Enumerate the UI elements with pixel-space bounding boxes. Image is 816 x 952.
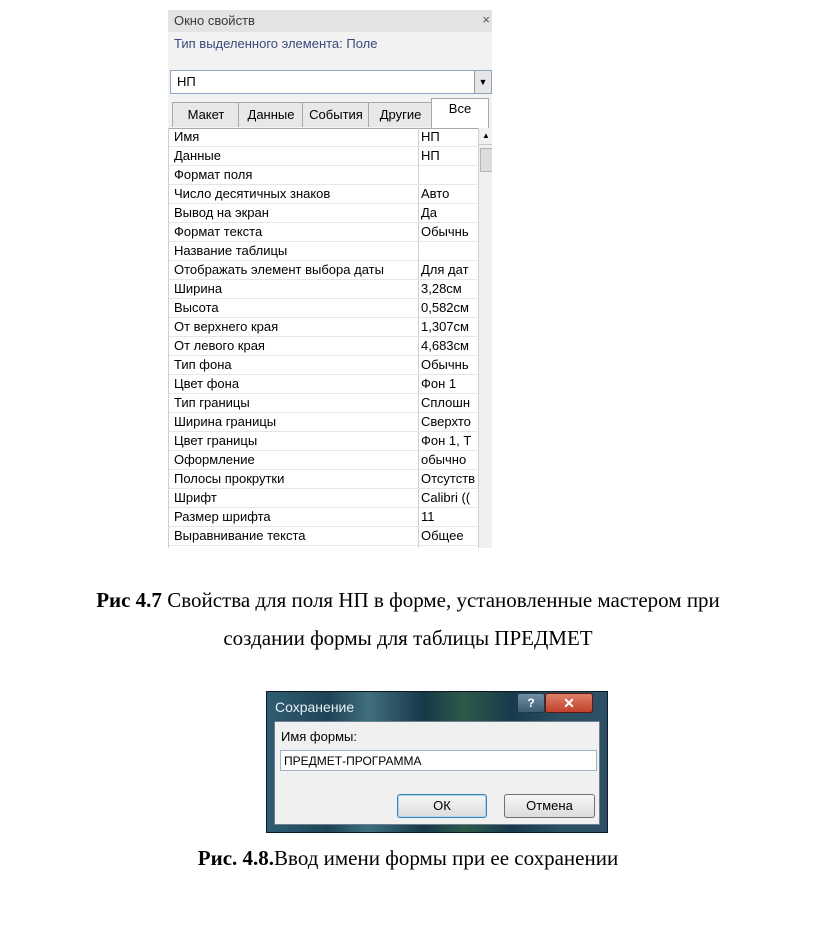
property-name: Оформление <box>174 452 255 467</box>
tab-layout[interactable]: Макет <box>172 102 240 127</box>
property-value[interactable]: НП <box>421 148 440 163</box>
property-name: Формат текста <box>174 224 263 239</box>
selection-type-label: Тип выделенного элемента: Поле <box>174 36 378 51</box>
property-row[interactable] <box>169 432 477 451</box>
property-name: Ширина <box>174 281 223 296</box>
property-value[interactable]: Общее <box>421 528 464 543</box>
property-value[interactable]: Обычнь <box>421 357 469 372</box>
tab-all[interactable]: Все <box>431 98 489 128</box>
property-name: Данные <box>174 148 221 163</box>
property-name: Полосы прокрутки <box>174 471 285 486</box>
property-value[interactable]: 1,307см <box>421 319 469 334</box>
property-value[interactable]: НП <box>421 129 440 144</box>
object-selector-combobox[interactable] <box>170 70 492 94</box>
property-value[interactable]: Отсутств <box>421 471 476 486</box>
property-sheet-title: Окно свойств <box>174 13 255 28</box>
caption-label: Рис 4.7 <box>96 588 162 612</box>
scroll-thumb[interactable] <box>480 148 492 172</box>
property-name: Отображать элемент выбора даты <box>174 262 384 277</box>
figure-caption-4-7-line2 <box>0 626 816 651</box>
cancel-button[interactable]: Отмена <box>504 794 595 818</box>
property-row[interactable] <box>169 508 477 527</box>
help-icon[interactable]: ? <box>517 693 545 713</box>
property-row[interactable] <box>169 204 477 223</box>
property-row[interactable] <box>169 280 477 299</box>
property-value[interactable]: Авто <box>421 186 450 201</box>
property-name: Цвет фона <box>174 376 240 391</box>
property-name: Шрифт <box>174 490 217 505</box>
property-name: Ширина границы <box>174 414 277 429</box>
close-icon[interactable]: ✕ <box>545 693 593 713</box>
property-name: От верхнего края <box>174 319 279 334</box>
property-name: Размер шрифта <box>174 509 271 524</box>
caption-text: создании формы для таблицы ПРЕДМЕТ <box>223 626 593 650</box>
property-row[interactable] <box>169 527 477 546</box>
property-name: Выравнивание текста <box>174 528 306 543</box>
property-name: Тип границы <box>174 395 250 410</box>
row-separator <box>169 545 477 546</box>
property-name: От левого края <box>174 338 265 353</box>
property-value[interactable]: Сплошн <box>421 395 470 410</box>
property-row[interactable] <box>169 375 477 394</box>
property-name: Тип фона <box>174 357 232 372</box>
property-sheet <box>168 10 492 548</box>
form-name-label: Имя формы: <box>281 729 357 744</box>
property-value[interactable]: Calibri (( <box>421 490 471 505</box>
property-row[interactable] <box>169 242 477 261</box>
scroll-up-icon[interactable]: ▲ <box>479 128 492 145</box>
figure-caption-4-8 <box>0 846 816 871</box>
close-icon[interactable]: × <box>482 12 490 27</box>
property-row[interactable] <box>169 166 477 185</box>
property-value[interactable]: Сверхто <box>421 414 471 429</box>
chevron-down-icon[interactable]: ▼ <box>474 71 491 93</box>
property-row[interactable] <box>169 337 477 356</box>
tab-data[interactable]: Данные <box>238 102 304 127</box>
property-tabs <box>168 96 492 129</box>
object-selector-value: НП <box>177 74 196 89</box>
tab-events[interactable]: События <box>302 102 370 127</box>
property-name: Высота <box>174 300 219 315</box>
property-name: Название таблицы <box>174 243 288 258</box>
property-row[interactable] <box>169 299 477 318</box>
form-name-input[interactable] <box>280 750 597 771</box>
property-name: Имя <box>174 129 200 144</box>
property-name: Формат поля <box>174 167 253 182</box>
object-selector <box>168 68 492 96</box>
property-value[interactable]: Да <box>421 205 438 220</box>
caption-text: Ввод имени формы при ее сохранении <box>274 846 619 870</box>
property-value[interactable]: Фон 1 <box>421 376 457 391</box>
property-row[interactable] <box>169 261 477 280</box>
property-row[interactable] <box>169 128 477 147</box>
property-value[interactable]: Для дат <box>421 262 469 277</box>
save-dialog <box>266 691 608 833</box>
property-name: Цвет границы <box>174 433 258 448</box>
property-row[interactable] <box>169 223 477 242</box>
property-sheet-titlebar <box>168 10 492 33</box>
property-row[interactable] <box>169 451 477 470</box>
property-name: Число десятичных знаков <box>174 186 331 201</box>
property-row[interactable] <box>169 489 477 508</box>
property-value[interactable]: 4,683см <box>421 338 469 353</box>
property-value[interactable]: 0,582см <box>421 300 469 315</box>
dialog-body <box>274 721 600 825</box>
property-row[interactable] <box>169 318 477 337</box>
property-value[interactable]: 3,28см <box>421 281 462 296</box>
property-value[interactable]: Фон 1, Т <box>421 433 472 448</box>
property-row[interactable] <box>169 147 477 166</box>
vertical-scrollbar[interactable] <box>478 128 492 548</box>
property-row[interactable] <box>169 356 477 375</box>
caption-label: Рис. 4.8. <box>197 846 275 870</box>
property-name: Вывод на экран <box>174 205 269 220</box>
selection-type-bar <box>168 32 492 68</box>
dialog-title: Сохранение <box>275 699 355 715</box>
figure-caption-4-7 <box>0 588 816 613</box>
property-grid <box>168 128 491 548</box>
tab-other[interactable]: Другие <box>368 102 433 127</box>
property-value[interactable]: 11 <box>421 509 435 524</box>
ok-button[interactable]: ОК <box>397 794 487 818</box>
property-value[interactable]: Обычнь <box>421 224 469 239</box>
property-row[interactable] <box>169 185 477 204</box>
caption-text: Свойства для поля НП в форме, установленные мастером при <box>161 588 720 612</box>
property-row[interactable] <box>169 413 477 432</box>
property-value[interactable]: обычно <box>421 452 467 467</box>
property-row[interactable] <box>169 470 477 489</box>
property-row[interactable] <box>169 394 477 413</box>
